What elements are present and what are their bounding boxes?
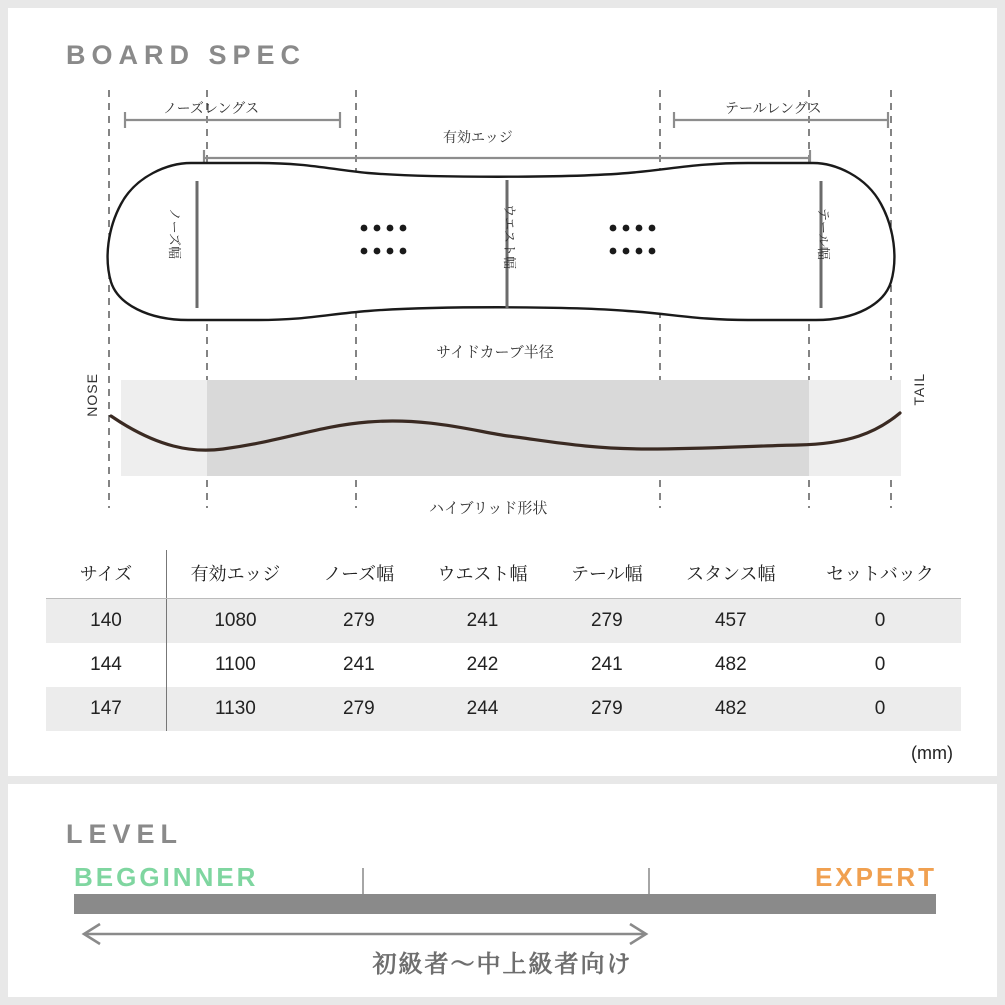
table-cell-size: 140 [46,599,167,644]
table-cell: 482 [714,654,747,675]
table-header-cell: テール幅 [551,550,663,599]
table-header-cell: 有効エッジ [167,550,304,599]
level-note: 初級者〜中上級者向け [372,951,633,978]
label-effective-edge: 有効エッジ [443,129,513,145]
label-waist-width: ウエスト幅 [502,204,517,270]
table-cell: 1130 [167,687,304,731]
level-panel [8,784,997,997]
table-cell: 241 [343,654,375,675]
board-diagram-svg [8,8,997,548]
table-row [46,643,961,687]
label-nose-length: ノーズレングス [163,100,260,116]
table-cell: 242 [466,654,499,675]
page-title: BOARD SPEC [66,40,307,70]
table-row [46,599,961,644]
label-tail: TAIL [911,373,927,406]
unit-label: (mm) [911,743,953,763]
board-diagram [8,8,997,548]
label-nose-width: ノーズ幅 [167,208,182,259]
table-cell: 1100 [215,654,256,675]
table-cell: 241 [590,654,623,675]
label-hybrid-shape: ハイブリッド形状 [429,500,548,517]
table-cell: 0 [799,687,961,731]
table-header-cell: スタンス幅 [663,550,799,599]
table-row [46,687,961,731]
label-sidecut-radius: サイドカーブ半径 [436,344,554,361]
table-cell-size: 147 [46,687,167,731]
level-title: LEVEL [66,819,184,849]
table-cell: 279 [304,687,414,731]
table-cell: 1080 [167,599,304,644]
table-header-cell: サイズ [46,550,167,599]
board-spec-panel [8,8,997,776]
table-cell-size: 144 [46,643,167,687]
label-nose: NOSE [84,373,100,417]
level-expert-label: EXPERT [814,862,937,892]
level-bar [74,894,936,914]
spec-table [46,550,961,731]
table-cell: 279 [304,599,414,644]
table-cell: 0 [874,654,886,675]
table-header-cell: ノーズ幅 [304,550,414,599]
label-tail-width: テール幅 [816,208,831,260]
table-cell: 279 [551,687,663,731]
table-cell: 457 [663,599,799,644]
table-header-row [46,550,961,599]
table-cell: 482 [663,687,799,731]
table-cell: 241 [414,599,551,644]
table-header-cell: セットバック [799,550,961,599]
table-header-cell: ウエスト幅 [414,550,551,599]
level-beginner-label: BEGGINNER [74,862,259,892]
label-tail-length: テールレングス [725,100,822,116]
table-cell: 0 [799,599,961,644]
table-cell: 279 [551,599,663,644]
table-cell: 244 [414,687,551,731]
